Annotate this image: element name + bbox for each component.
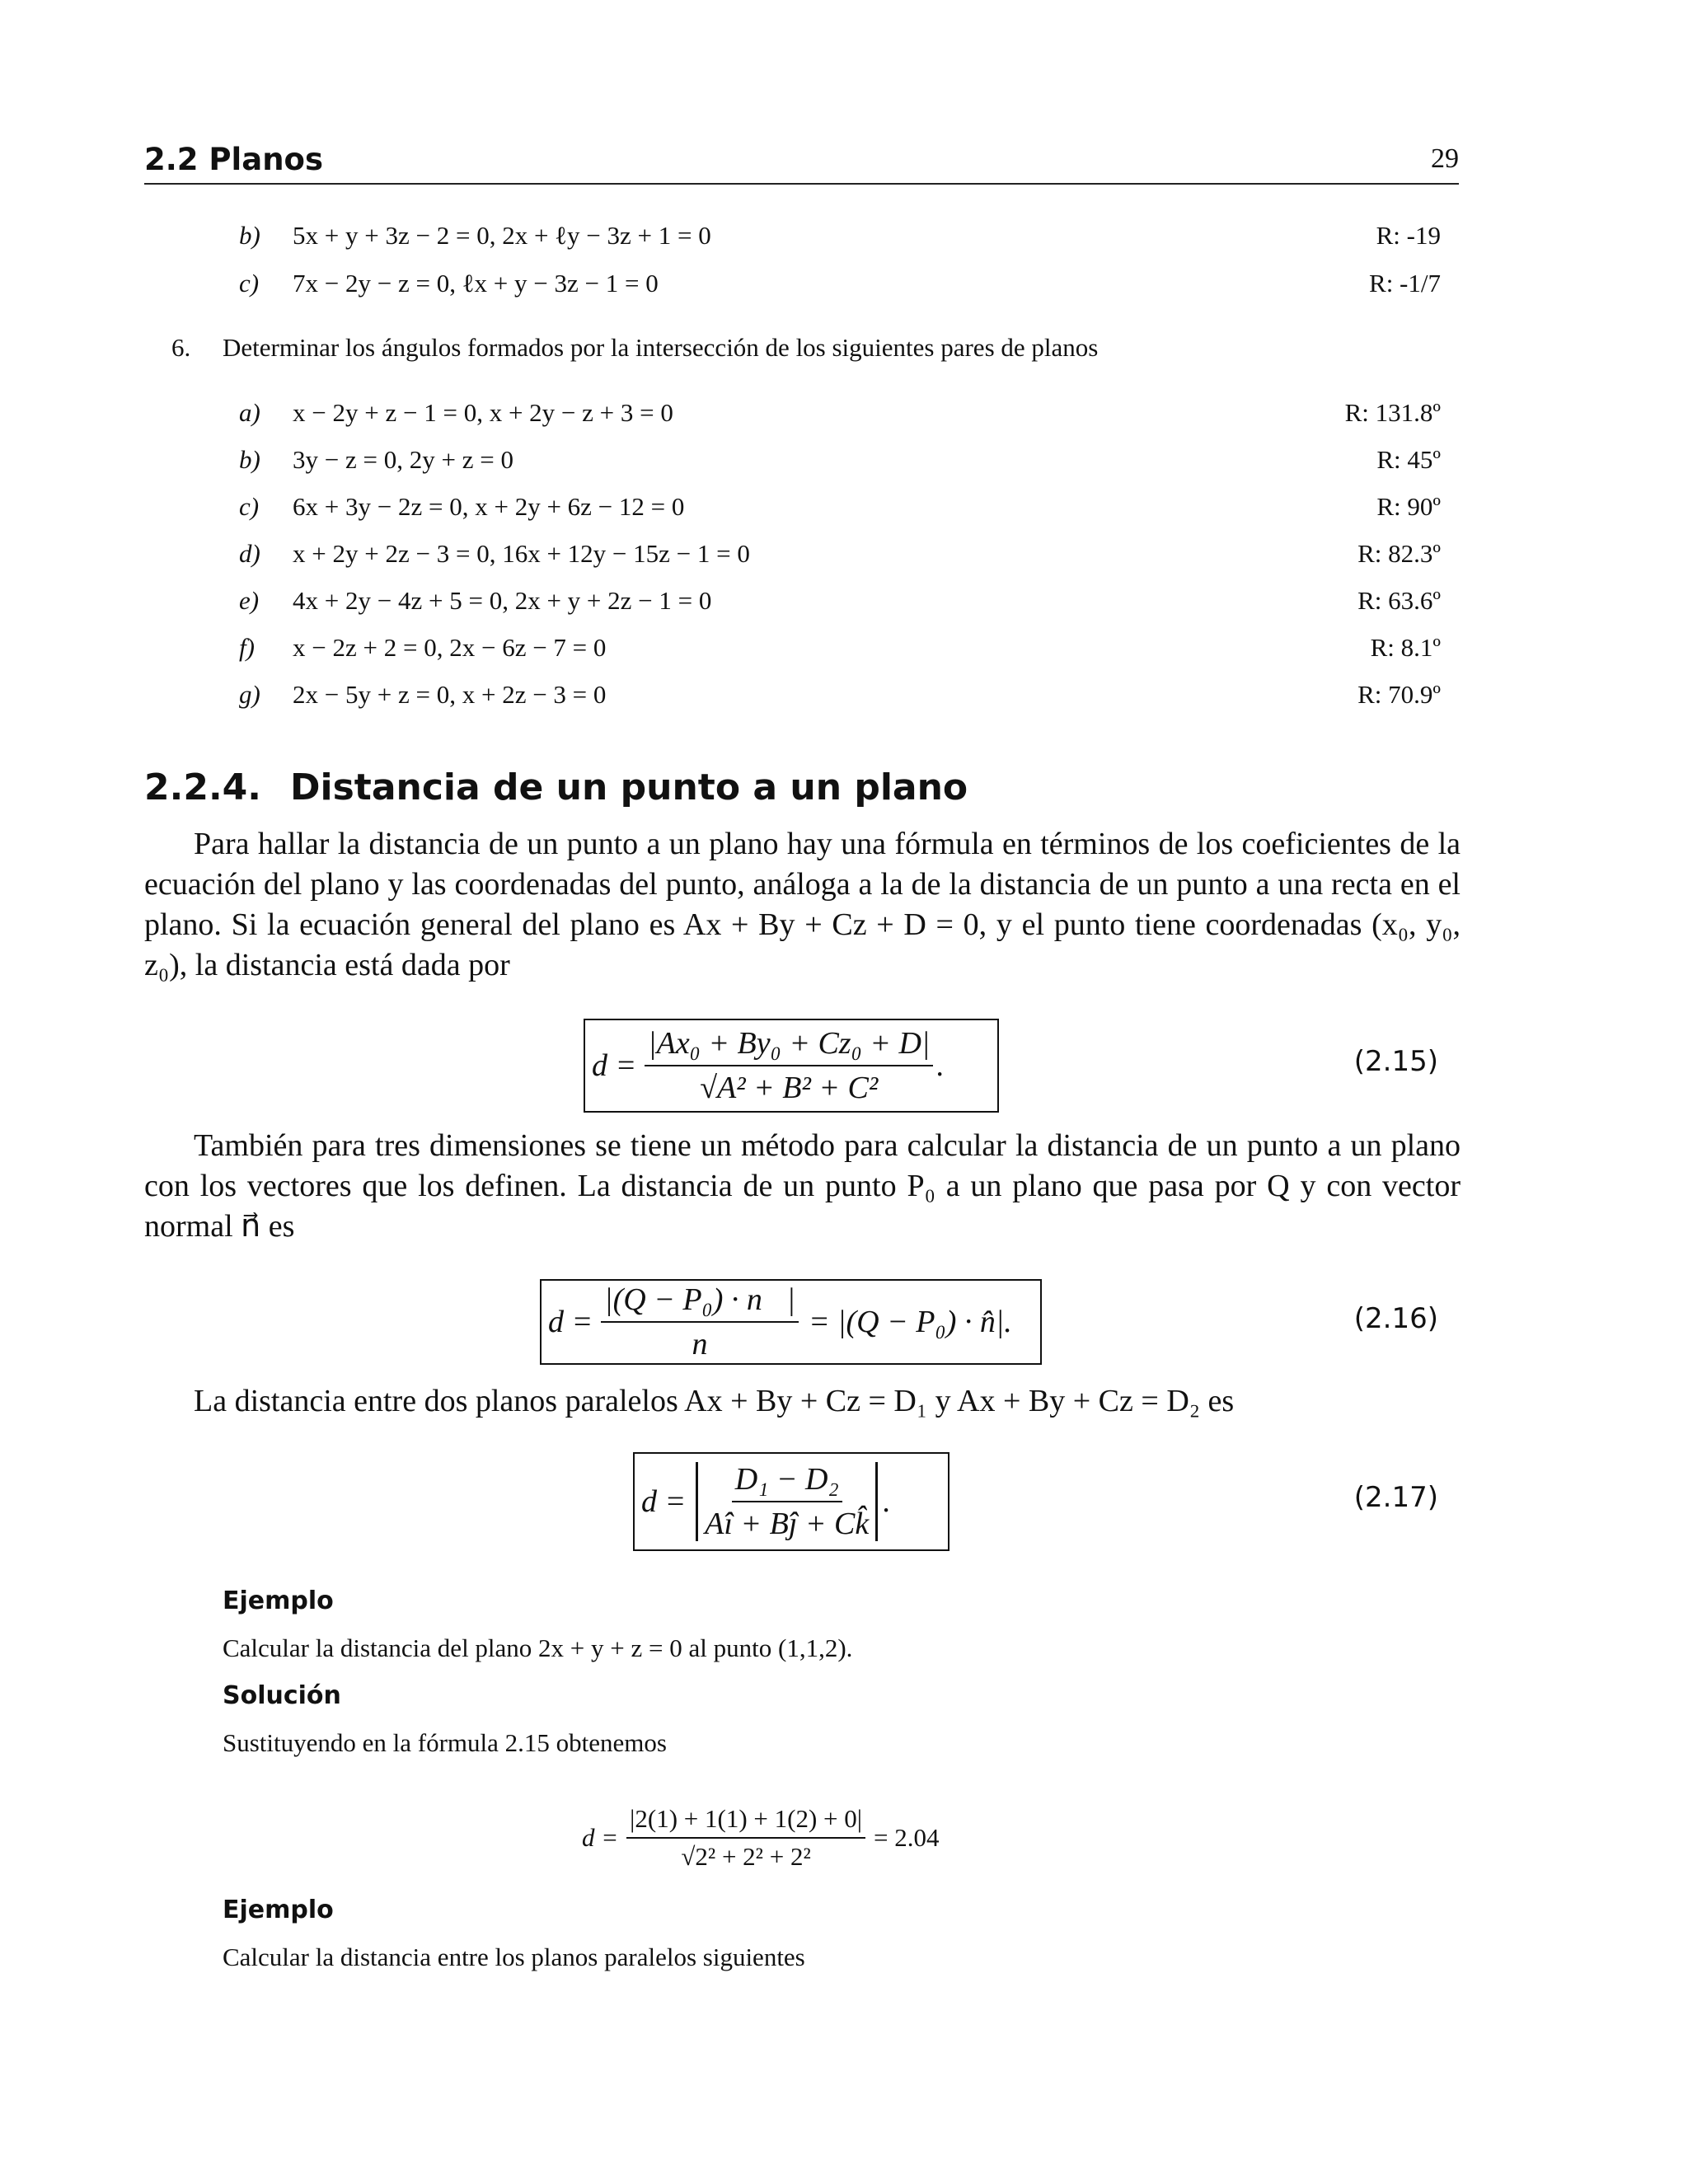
equation-rhs: = |(Q − P₀) · n̂|. — [808, 1305, 1012, 1339]
list-item-label: d) — [239, 539, 260, 568]
list-item-answer: R: 63.6º — [1357, 586, 1441, 615]
fraction-denominator: √A² + B² + C² — [700, 1071, 879, 1105]
equation-lhs: d = — [548, 1305, 593, 1339]
fraction-numerator: |2(1) + 1(1) + 1(2) + 0| — [626, 1804, 865, 1839]
equation-rhs: = 2.04 — [873, 1823, 940, 1852]
list-item-answer: R: 70.9º — [1357, 680, 1441, 709]
equation-number: (2.15) — [1353, 1045, 1438, 1078]
running-header-section: 2.2 Planos — [144, 142, 323, 177]
list-item-answer: R: -1/7 — [1369, 269, 1441, 298]
list-item-equation: 3y − z = 0, 2y + z = 0 — [293, 445, 513, 474]
equation-tail: . — [936, 1048, 945, 1083]
boxed-equation — [633, 1452, 950, 1551]
paragraph: Para hallar la distancia de un punto a un plano hay una fórmula en términos de los coeficientes de la ecuación del plano y las coordenadas del punto, análoga a la de la distancia de un punto a una recta en el plano. Si la ecuación general del plano es Ax + By + Cz + D = 0, y el punto tiene coordenadas (x₀, y₀, z₀), la distancia está dada por — [144, 827, 1461, 982]
list-item-equation: 6x + 3y − 2z = 0, x + 2y + 6z − 12 = 0 — [293, 492, 685, 521]
list-item-equation: 7x − 2y − z = 0, ℓx + y − 3z − 1 = 0 — [293, 269, 659, 298]
section-number: 2.2.4. — [144, 766, 261, 808]
list-item-label: b) — [239, 221, 260, 250]
list-item-label: e) — [239, 586, 260, 615]
list-item-equation: 5x + y + 3z − 2 = 0, 2x + ℓy − 3z + 1 = 0 — [293, 221, 711, 250]
list-item-label: g) — [239, 680, 260, 709]
fraction-denominator: Aî + Bĵ + Ck̂ — [705, 1507, 870, 1541]
equation-lhs: d = — [641, 1484, 687, 1519]
example-heading: Ejemplo — [223, 1896, 334, 1924]
exercise-statement: Determinar los ángulos formados por la intersección de los siguientes pares de planos — [223, 333, 1099, 362]
equation-lhs: d = — [592, 1048, 637, 1083]
exercise-number: 6. — [171, 333, 191, 362]
list-item-answer: R: 82.3º — [1357, 539, 1441, 568]
fraction-denominator: n — [692, 1327, 708, 1361]
solution-heading: Solución — [223, 1681, 341, 1710]
example-statement: Calcular la distancia del plano 2x + y + z = 0 al punto (1,1,2). — [223, 1633, 853, 1662]
abs-bar-right — [875, 1462, 878, 1541]
list-item-answer: R: 45º — [1376, 445, 1441, 474]
list-item-equation: 4x + 2y − 4z + 5 = 0, 2x + y + 2z − 1 = 0 — [293, 586, 712, 615]
list-item-equation: x − 2z + 2 = 0, 2x − 6z − 7 = 0 — [293, 633, 607, 662]
example-heading: Ejemplo — [223, 1586, 334, 1615]
paragraph: La distancia entre dos planos paralelos Ax + By + Cz = D₁ y Ax + By + Cz = D₂ es — [194, 1384, 1235, 1418]
list-item-equation: 2x − 5y + z = 0, x + 2z − 3 = 0 — [293, 680, 607, 709]
equation-number: (2.17) — [1353, 1481, 1438, 1514]
list-item-equation: x + 2y + 2z − 3 = 0, 16x + 12y − 15z − 1 = 0 — [293, 539, 750, 568]
list-item-label: c) — [239, 269, 260, 298]
boxed-equation — [540, 1279, 1042, 1365]
fraction-numerator: D₁ − D₂ — [732, 1461, 842, 1502]
equation-lhs: d = — [582, 1823, 619, 1852]
list-item-label: a) — [239, 398, 260, 427]
page-number: 29 — [1431, 143, 1459, 174]
list-item-answer: R: 131.8º — [1344, 398, 1441, 427]
section-title: Distancia de un punto a un plano — [290, 766, 968, 808]
list-item-label: f) — [239, 633, 255, 662]
paragraph: También para tres dimensiones se tiene un método para calcular la distancia de un punto a un plano con los vectores que los definen. La distancia de un punto P₀ a un plano que pasa por Q y con vector normal n⃗ es — [144, 1128, 1461, 1244]
list-item-answer: R: 8.1º — [1370, 633, 1441, 662]
header-rule — [144, 183, 1459, 185]
abs-bar-left — [696, 1462, 698, 1541]
equation-tail: . — [883, 1484, 891, 1519]
fraction-numerator: |Ax₀ + By₀ + Cz₀ + D| — [645, 1025, 933, 1066]
worked-equation — [582, 1797, 939, 1879]
solution-text: Sustituyendo en la fórmula 2.15 obtenemos — [223, 1728, 667, 1757]
fraction-numerator: |(Q − P₀) · n⃗| — [601, 1282, 799, 1323]
list-item-answer: R: 90º — [1376, 492, 1441, 521]
equation-number: (2.16) — [1353, 1302, 1438, 1335]
list-item-label: b) — [239, 445, 260, 474]
list-item-equation: x − 2y + z − 1 = 0, x + 2y − z + 3 = 0 — [293, 398, 673, 427]
boxed-equation — [584, 1019, 999, 1113]
list-item-label: c) — [239, 492, 260, 521]
example-statement: Calcular la distancia entre los planos paralelos siguientes — [223, 1943, 805, 1971]
list-item-answer: R: -19 — [1376, 221, 1441, 250]
fraction-denominator: √2² + 2² + 2² — [681, 1842, 811, 1871]
